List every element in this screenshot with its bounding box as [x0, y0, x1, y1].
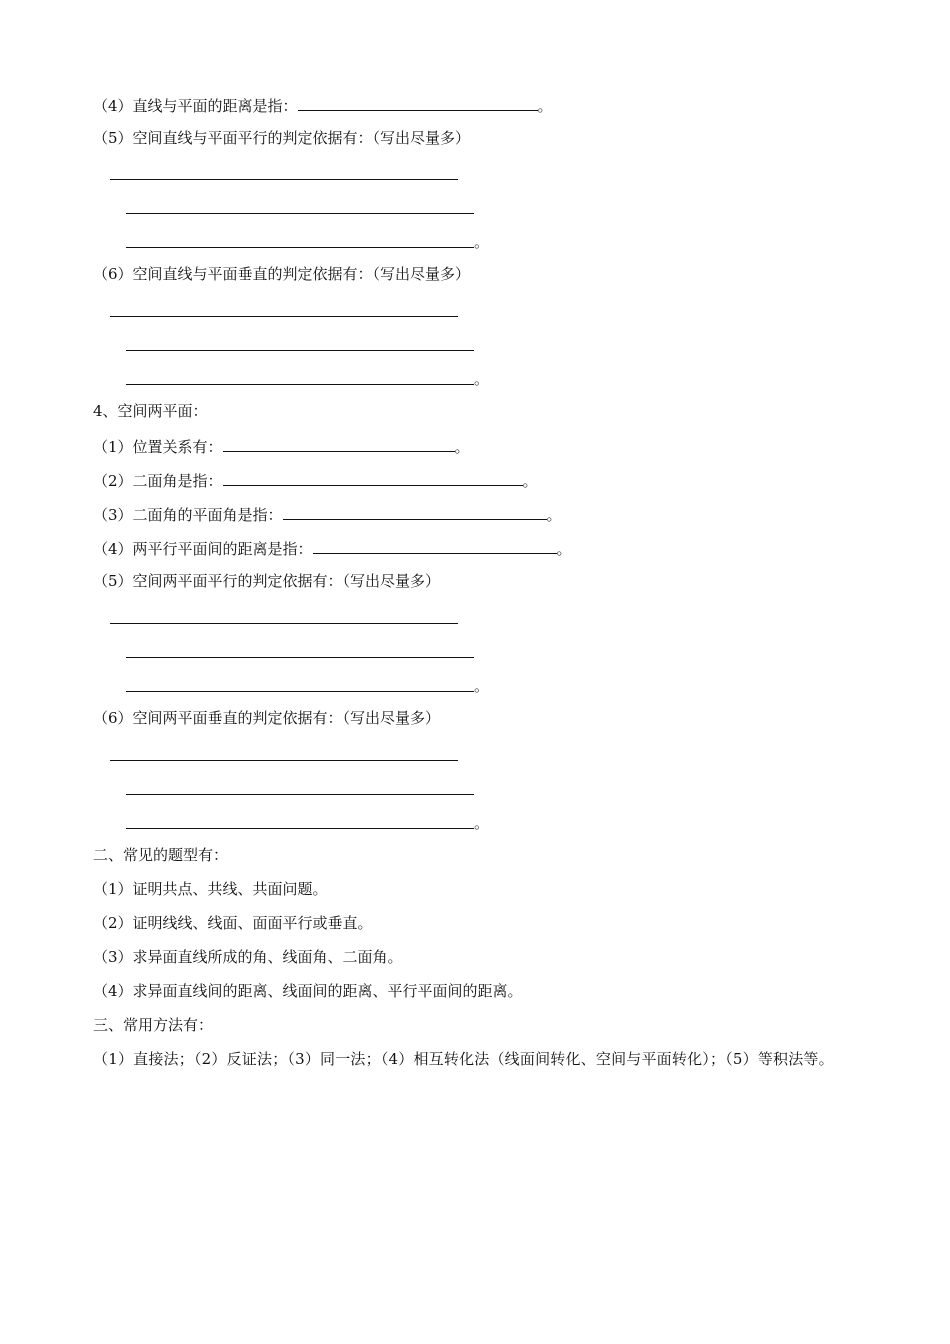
period: 。 — [522, 472, 538, 490]
answer-rule[interactable] — [126, 213, 474, 214]
period: 。 — [474, 677, 490, 695]
item-label: （4）两平行平面间的距离是指： — [93, 540, 313, 558]
answer-blank[interactable] — [313, 537, 557, 554]
list-item: （3）求异面直线所成的角、线面角、二面角。 — [93, 948, 403, 966]
item-label: （5）空间直线与平面平行的判定依据有：（写出尽量多） — [93, 129, 471, 147]
item-label: （6）空间两平面垂直的判定依据有：（写出尽量多） — [93, 709, 441, 727]
period: 。 — [474, 233, 490, 251]
item-label: （1）位置关系有： — [93, 438, 223, 456]
item-label: （2）二面角是指： — [93, 472, 223, 490]
answer-rule[interactable] — [126, 828, 474, 829]
parallel-planes-distance-item — [93, 537, 572, 557]
period: 。 — [454, 438, 470, 456]
dihedral-angle-item — [93, 469, 538, 489]
answer-blank[interactable] — [283, 503, 547, 520]
planes-perpendicular-criteria-item — [93, 708, 440, 728]
plane-angle-item — [93, 503, 562, 523]
list-item: （1）证明共点、共线、共面问题。 — [93, 880, 328, 898]
section-heading: 4、空间两平面： — [93, 402, 208, 420]
period: 。 — [537, 97, 553, 115]
period: 。 — [556, 540, 572, 558]
plane-position-item — [93, 435, 470, 455]
line-distance-item — [93, 94, 553, 114]
period: 。 — [546, 506, 562, 524]
answer-rule[interactable] — [110, 760, 458, 761]
answer-rule[interactable] — [126, 350, 474, 351]
answer-blank[interactable] — [223, 435, 455, 452]
line-parallel-criteria-item — [93, 128, 470, 148]
list-item: （2）证明线线、线面、面面平行或垂直。 — [93, 914, 373, 932]
part-heading: 三、常用方法有： — [93, 1016, 214, 1034]
answer-rule[interactable] — [126, 384, 474, 385]
answer-rule[interactable] — [126, 657, 474, 658]
planes-parallel-criteria-item — [93, 571, 440, 591]
part-heading: 二、常见的题型有： — [93, 846, 229, 864]
answer-rule[interactable] — [126, 247, 474, 248]
item-label: （4）直线与平面的距离是指： — [93, 97, 298, 115]
answer-rule[interactable] — [110, 179, 458, 180]
methods-paragraph: （1）直接法；（2）反证法；（3）同一法；（4）相互转化法（线面间转化、空间与平面转化）；（5）等积法等。 — [93, 1050, 834, 1068]
list-item: （4）求异面直线间的距离、线面间的距离、平行平面间的距离。 — [93, 982, 523, 1000]
item-label: （6）空间直线与平面垂直的判定依据有：（写出尽量多） — [93, 265, 471, 283]
period: 。 — [474, 814, 490, 832]
answer-rule[interactable] — [126, 794, 474, 795]
answer-blank[interactable] — [298, 94, 538, 111]
line-perpendicular-criteria-item — [93, 264, 470, 284]
item-label: （5）空间两平面平行的判定依据有：（写出尽量多） — [93, 572, 441, 590]
item-label: （3）二面角的平面角是指： — [93, 506, 283, 524]
answer-rule[interactable] — [110, 623, 458, 624]
answer-blank[interactable] — [223, 469, 523, 486]
answer-rule[interactable] — [126, 691, 474, 692]
answer-rule[interactable] — [110, 316, 458, 317]
period: 。 — [474, 370, 490, 388]
